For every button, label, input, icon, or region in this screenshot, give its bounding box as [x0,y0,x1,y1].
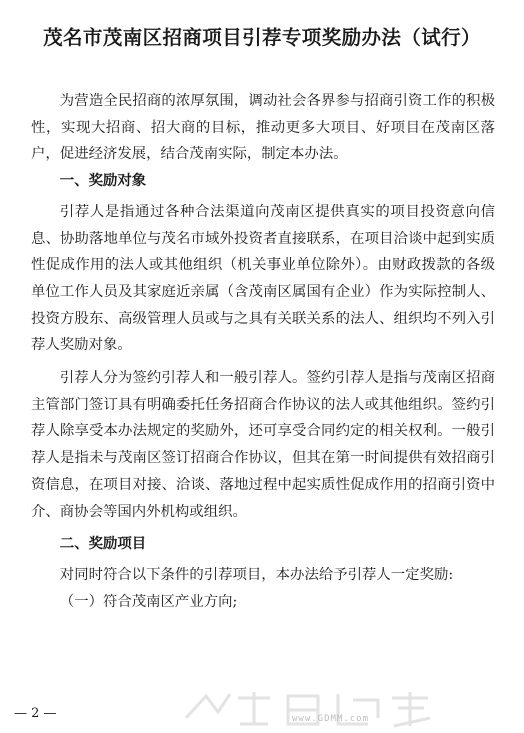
page-number: — 2 — [14,706,57,721]
section-1-paragraph-2: 引荐人分为签约引荐人和一般引荐人。签约引荐人是指与茂南区招商主管部门签订具有明确委托任务招商合作协议的法人或其他组织。签约引荐人除享受本办法规定的奖励外，还可享受合同约定的相关权利。一般引荐人是指未与茂南区签订招商合作协议，但其在第一时间提供有效招商引资信息，在项目对接、洽谈、落地过程中起实质性促成作用的招商引资中介、商协会等国内外机构或组织。 [31,370,495,520]
section-2-paragraph-1: 对同时符合以下条件的引荐项目，本办法给予引荐人一定奖励: [59,566,454,583]
document-body [31,88,495,615]
section-1-heading: 一、奖励对象 [59,173,147,190]
document-title: 茂名市茂南区招商项目引荐专项奖励办法（试行） [43,26,481,49]
intro-paragraph: 为营造全民招商的浓厚氛围，调动社会各界参与招商引资工作的积极性，实现大招商、招大商的目标，推动更多大项目、好项目在茂南区落户，促进经济发展，结合茂南实际，制定本办法。 [31,93,495,163]
section-2-item-1: （一）符合茂南区产业方向; [59,593,238,610]
section-1-paragraph-1: 引荐人是指通过各种合法渠道向茂南区提供真实的项目投资意向信息、协助落地单位与茂名市域外投资者直接联系，在项目洽谈中起到实质性促成作用的法人或其他组织（机关事业单位除外）。由财政拨款的各级单位工作人员及其家庭近亲属（含茂南区属国有企业）作为实际控制人、投资方股东、高级管理人员或与之具有关联关系的法人、组织均不列入引荐人奖励对象。 [31,203,495,354]
section-2-heading: 二、奖励项目 [59,536,147,553]
watermark-url: www.GDMM.com [292,714,370,724]
